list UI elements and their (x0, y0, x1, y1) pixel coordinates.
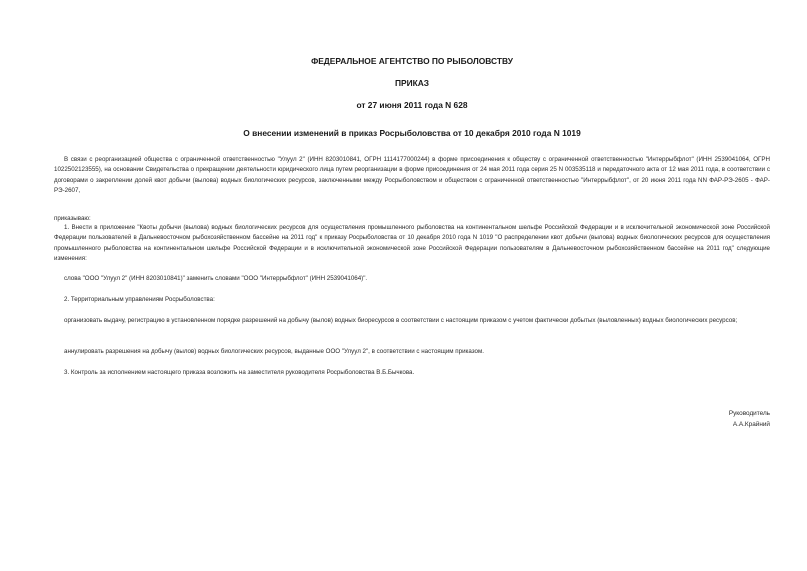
item-2-subitem-annul: аннулировать разрешения на добычу (вылов) водных биологических ресурсов, выданные ООО "Улуул 2", в соответствии с настоящим приказом. (64, 348, 484, 355)
document-page (54, 0, 770, 571)
document-date-number: от 27 июня 2011 года N 628 (356, 100, 468, 110)
signature-name: А.А.Крайний (732, 421, 770, 428)
item-3-paragraph: 3. Контроль за исполнением настоящего приказа возложить на заместителя руководителя Росрыболовства В.Б.Бычкова. (64, 369, 415, 376)
signature-position: Руководитель (728, 410, 770, 417)
item-1-replacement: слова "ООО "Улуул 2" (ИНН 8203010841)" заменить словами "ООО "Интеррыбфлот" (ИНН 2539041064)". (64, 275, 368, 282)
order-word: приказываю: (54, 215, 91, 222)
preamble-paragraph: В связи с реорганизацией общества с ограниченной ответственностью "Улуул 2" (ИНН 8203010841, ОГРН 1114177000244) в форме присоединения к обществу с ограниченной ответственностью "Интеррыбфлот" (ИНН 2539041064, ОГРН 1022502123555), на основании Свидетельства о прекращении деятельности юридического лица путем реорганизации в форме присоединения от 24 мая 2011 года серия 25 N 003535118 и передаточного акта от 12 мая 2011 года, в соответствии с договорами о закреплении долей квот добычи (вылова) водных биологических ресурсов, заключенными между Росрыболовством и обществом с ограниченной ответственностью "Интеррыбфлот", от 20 июня 2011 года NN ФАР-РЭ-2605 - ФАР-РЭ-2607, (54, 156, 770, 195)
document-type: ПРИКАЗ (394, 78, 430, 88)
item-2-subitem-organize: организовать выдачу, регистрацию в установленном порядке разрешений на добычу (вылов) водных биоресурсов в соответствии с настоящим приказом с учетом фактически добытых (выловленных) водных биологических ресурсов; (64, 317, 738, 324)
document-title: О внесении изменений в приказ Росрыболовства от 10 декабря 2010 года N 1019 (243, 128, 581, 138)
item-1-paragraph: 1. Внести в приложение "Квоты добычи (вылова) водных биологических ресурсов для осуществления промышленного рыболовства на континентальном шельфе Российской Федерации и в исключительной экономической зоне Российской Федерации пользователей в Дальневосточном рыбохозяйственном бассейне на 2011 год" к приказу Росрыболовства от 10 декабря 2010 года N 1019 "О распределении квот добычи (вылова) водных биологических ресурсов для осуществления промышленного рыболовства на континентальном шельфе Российской Федерации и в исключительной экономической зоне Российской Федерации пользователям в Дальневосточном рыбохозяйственном бассейне на 2011 год" следующие изменения: (54, 224, 770, 263)
agency-name: ФЕДЕРАЛЬНОЕ АГЕНТСТВО ПО РЫБОЛОВСТВУ (311, 56, 513, 66)
item-2-paragraph: 2. Территориальным управлениям Росрыболовства: (64, 296, 215, 303)
